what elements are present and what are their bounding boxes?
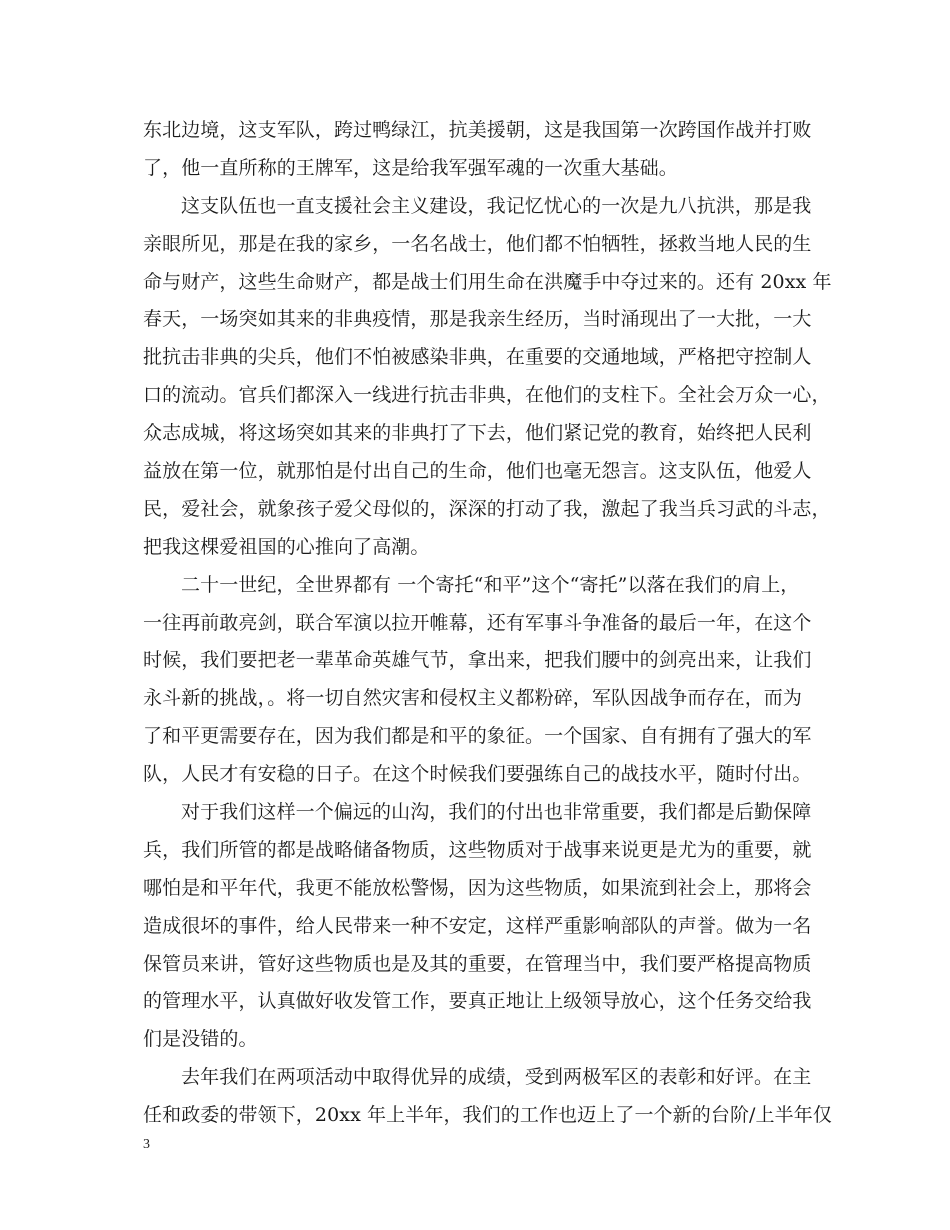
text-line: 哪怕是和平年代，我更不能放松警惕，因为这些物质，如果流到社会上，那将会 [143, 876, 812, 899]
text-line: 益放在第一位，就那怕是付出自己的生命，他们也毫无怨言。这支队伍，他爱人 [143, 460, 812, 483]
text-line: 时候，我们要把老一辈革命英雄气节，拿出来，把我们腰中的剑亮出来，让我们 [143, 649, 812, 672]
text-line: 民，爱社会，就象孩子爱父母似的，深深的打动了我，激起了我当兵习武的斗志， [143, 497, 831, 520]
text-line: 了和平更需要存在，因为我们都是和平的象征。一个国家、自有拥有了强大的军 [143, 725, 812, 748]
page-number: 3 [143, 1137, 150, 1152]
text-line: 们是没错的。 [143, 1028, 258, 1051]
text-line: 队，人民才有安稳的日子。在这个时候我们要强练自己的战技水平，随时付出。 [143, 763, 812, 786]
text-line: 二十一世纪，全世界都有 一个寄托“和平”这个“寄托”以落在我们的肩上， [181, 573, 800, 596]
text-line: 这支队伍也一直支援社会主义建设，我记忆忧心的一次是九八抗洪，那是我 [181, 194, 812, 217]
text-line: 兵，我们所管的都是战略储备物质，这些物质对于战事来说更是尤为的重要，就 [143, 838, 812, 861]
text-line: 春天，一场突如其来的非典疫情，那是我亲生经历，当时涌现出了一大批，一大 [143, 308, 812, 331]
text-line: 对于我们这样一个偏远的山沟，我们的付出也非常重要，我们都是后勤保障 [181, 801, 812, 824]
text-line: 永斗新的挑战，。将一切自然灾害和侵权主义都粉碎，军队因战争而存在，而为 [143, 687, 803, 710]
text-line: 任和政委的带领下，20xx 年上半年，我们的工作也迈上了一个新的台阶/上半年仅 [143, 1104, 832, 1127]
text-line: 的管理水平，认真做好收发管工作，要真正地让上级领导放心，这个任务交给我 [143, 990, 812, 1013]
text-line: 口的流动。官兵们都深入一线进行抗击非典，在他们的支柱下。全社会万众一心， [143, 384, 831, 407]
text-line: 造成很坏的事件，给人民带来一种不安定，这样严重影响部队的声誉。做为一名 [143, 914, 812, 937]
text-line: 命与财产，这些生命财产，都是战士们用生命在洪魔手中夺过来的。还有 20xx 年 [143, 270, 832, 293]
text-line: 一往再前敢亮剑，联合军演以拉开帷幕，还有军事斗争准备的最后一年，在这个 [143, 611, 812, 634]
text-line: 亲眼所见，那是在我的家乡，一名名战士，他们都不怕牺牲，拯救当地人民的生 [143, 232, 812, 255]
text-line: 众志成城，将这场突如其来的非典打了下去，他们紧记党的教育，始终把人民利 [143, 422, 812, 445]
text-line: 保管员来讲，管好这些物质也是及其的重要，在管理当中，我们要严格提高物质 [143, 952, 812, 975]
body-text [143, 112, 832, 1135]
text-line: 了，他一直所称的王牌军，这是给我军强军魂的一次重大基础。 [143, 156, 678, 179]
text-line: 批抗击非典的尖兵，他们不怕被感染非典，在重要的交通地域，严格把守控制人 [143, 346, 812, 369]
text-line: 去年我们在两项活动中取得优异的成绩，受到两极军区的表彰和好评。在主 [181, 1066, 812, 1089]
text-line: 东北边境，这支军队，跨过鸭绿江，抗美援朝，这是我国第一次跨国作战并打败 [143, 119, 812, 141]
text-line: 把我这棵爱祖国的心推向了高潮。 [143, 535, 430, 558]
